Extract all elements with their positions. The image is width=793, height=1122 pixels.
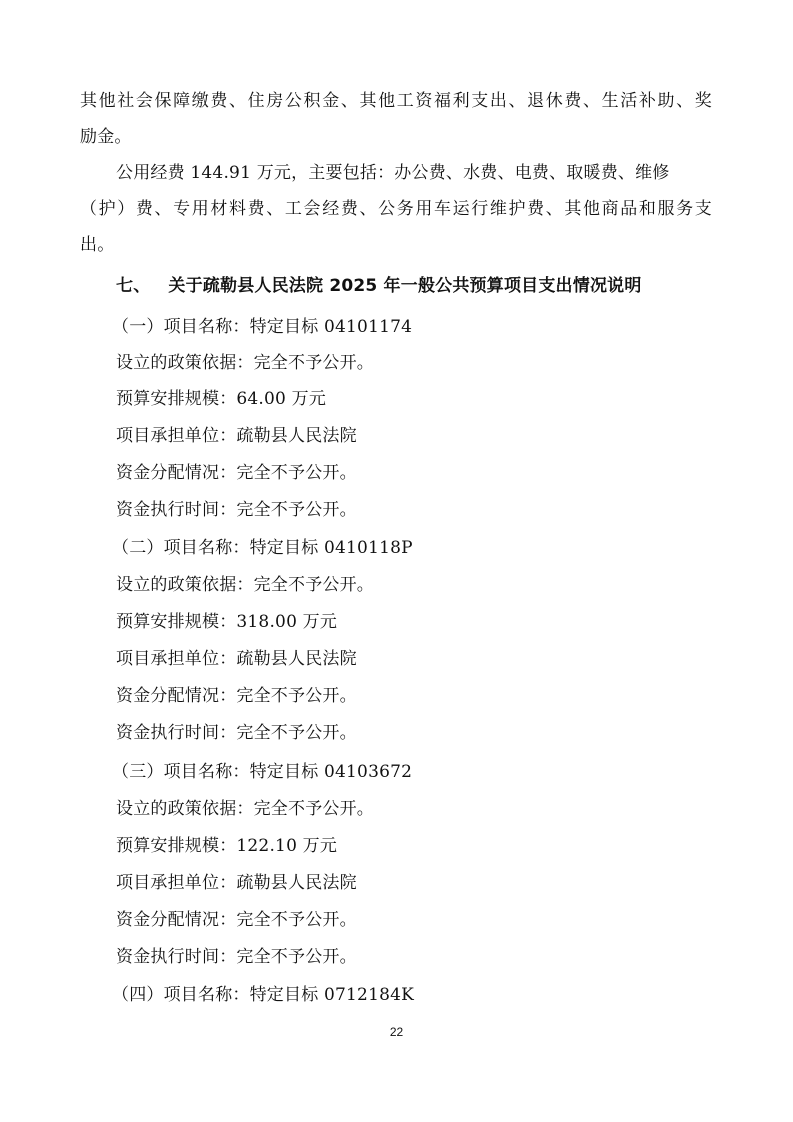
section-heading-text: 关于疏勒县人民法院 2025 年一般公共预算项目支出情况说明 [168, 276, 642, 296]
project-3-name: （三）项目名称：特定目标 04103672 [112, 762, 413, 782]
section-heading [116, 275, 642, 297]
project-1-allocation: 资金分配情况：完全不予公开。 [116, 463, 357, 483]
project-3-policy: 设立的政策依据：完全不予公开。 [116, 799, 374, 819]
public-funds-paragraph-line-2: （护）费、专用材料费、工会经费、公务用车运行维护费、其他商品和服务支 [80, 199, 712, 219]
project-3-timing: 资金执行时间：完全不予公开。 [116, 947, 357, 967]
project-2-budget: 预算安排规模：318.00 万元 [116, 612, 338, 632]
project-1-timing: 资金执行时间：完全不予公开。 [116, 500, 357, 520]
personnel-paragraph-line-2: 励金。 [80, 127, 132, 147]
project-2-allocation: 资金分配情况：完全不予公开。 [116, 686, 357, 706]
project-1-policy: 设立的政策依据：完全不予公开。 [116, 353, 374, 373]
public-funds-paragraph-line-1: 公用经费 144.91 万元，主要包括：办公费、水费、电费、取暖费、维修 [116, 163, 670, 183]
page-number: 22 [389, 1025, 404, 1039]
project-3-allocation: 资金分配情况：完全不予公开。 [116, 910, 357, 930]
project-3-unit: 项目承担单位：疏勒县人民法院 [116, 873, 357, 893]
project-2-unit: 项目承担单位：疏勒县人民法院 [116, 649, 357, 669]
project-2-timing: 资金执行时间：完全不予公开。 [116, 723, 357, 743]
public-funds-paragraph-line-3: 出。 [80, 235, 115, 255]
project-4-name: （四）项目名称：特定目标 0712184K [112, 985, 415, 1005]
section-heading-number: 七、 [116, 276, 151, 296]
project-3-budget: 预算安排规模：122.10 万元 [116, 836, 338, 856]
project-2-name: （二）项目名称：特定目标 0410118P [112, 538, 413, 558]
project-1-budget: 预算安排规模：64.00 万元 [116, 389, 327, 409]
project-1-unit: 项目承担单位：疏勒县人民法院 [116, 426, 357, 446]
project-2-policy: 设立的政策依据：完全不予公开。 [116, 575, 374, 595]
project-1-name: （一）项目名称：特定目标 04101174 [112, 317, 413, 337]
personnel-paragraph-line-1: 其他社会保障缴费、住房公积金、其他工资福利支出、退休费、生活补助、奖 [80, 91, 712, 111]
